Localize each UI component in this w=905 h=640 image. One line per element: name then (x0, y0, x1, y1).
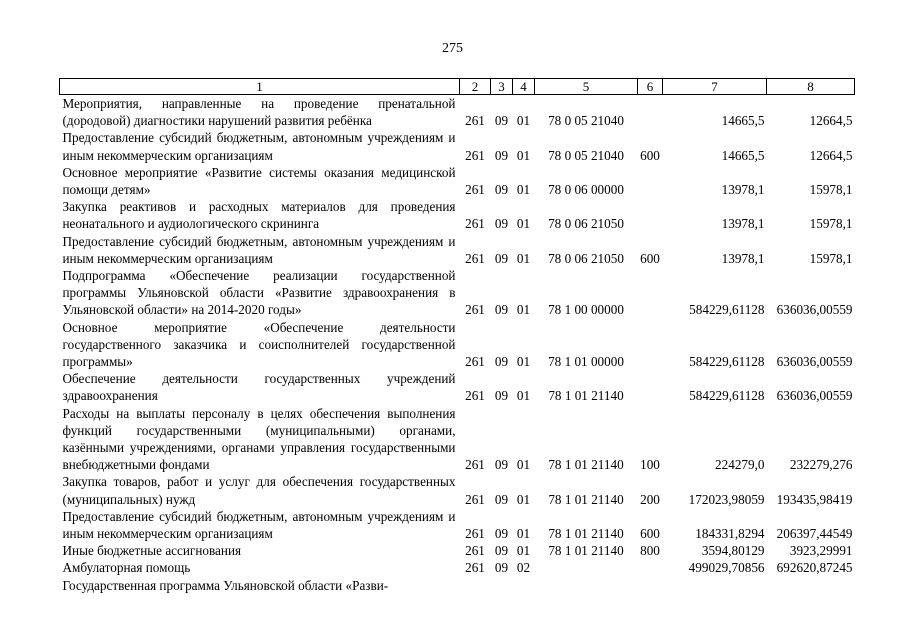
subsection-code: 01 (516, 457, 531, 473)
amount-year-2: 12664,5 (809, 113, 853, 129)
section-code: 09 (494, 113, 509, 129)
section-code: 09 (494, 560, 509, 576)
table-row (60, 508, 855, 542)
table-row (60, 405, 855, 474)
header-col-7: 7 (663, 79, 767, 95)
header-col-1: 1 (60, 79, 460, 95)
amount-year-2: 15978,1 (809, 216, 853, 232)
grbs-code: 261 (465, 250, 485, 266)
section-code: 09 (494, 388, 509, 404)
grbs-code: 261 (465, 216, 485, 232)
grbs-code: 261 (465, 302, 485, 318)
section-code: 09 (494, 354, 509, 370)
amount-year-1: 584229,61128 (689, 354, 765, 370)
row-name: Закупка товаров, работ и услуг для обеспечения государственных (муниципальных) нужд (62, 474, 456, 507)
row-name: Подпрограмма «Обеспечение реализации государственной программы Ульяновской области «Развитие здравоохранения в Ульяновской области» на 2014-2020 годы» (62, 268, 456, 318)
subsection-code: 01 (516, 526, 531, 542)
target-article-code: 78 1 00 00000 (548, 302, 624, 318)
amount-year-1: 584229,61128 (689, 388, 765, 404)
amount-year-1: 224279,0 (715, 457, 765, 473)
expense-type-code (638, 95, 663, 130)
header-col-5: 5 (535, 79, 638, 95)
target-article-code (535, 577, 638, 594)
row-name: Закупка реактивов и расходных материалов для проведения неонатального и аудиологического скрининга (62, 199, 456, 232)
grbs-code: 261 (465, 543, 485, 559)
subsection-code (513, 577, 535, 594)
subsection-code: 01 (516, 113, 531, 129)
amount-year-1: 13978,1 (721, 216, 765, 232)
table-row (60, 95, 855, 130)
expense-type-code: 600 (640, 526, 660, 542)
subsection-code: 01 (516, 182, 531, 198)
subsection-code: 02 (516, 560, 531, 576)
table-row (60, 233, 855, 267)
subsection-code: 01 (516, 354, 531, 370)
subsection-code: 01 (516, 543, 531, 559)
expense-type-code: 800 (640, 543, 660, 559)
target-article-code: 78 1 01 21140 (548, 543, 624, 559)
target-article-code: 78 1 01 21140 (548, 526, 624, 542)
header-col-8: 8 (767, 79, 855, 95)
header-col-3: 3 (491, 79, 513, 95)
header-col-6: 6 (638, 79, 663, 95)
table-body (60, 95, 855, 594)
expense-type-code (638, 559, 663, 576)
expense-type-code: 200 (640, 491, 660, 507)
page-number: 275 (442, 41, 463, 56)
expense-type-code (638, 267, 663, 319)
amount-year-2: 232279,276 (789, 457, 853, 473)
amount-year-2: 3923,29991 (789, 543, 853, 559)
subsection-code: 01 (516, 388, 531, 404)
expense-type-code: 600 (640, 250, 660, 266)
grbs-code: 261 (465, 182, 485, 198)
amount-year-2 (767, 577, 855, 594)
amount-year-2: 692620,87245 (776, 560, 853, 576)
grbs-code: 261 (465, 388, 485, 404)
expense-type-code (638, 164, 663, 198)
table-row (60, 473, 855, 507)
row-name: Амбулаторная помощь (62, 560, 191, 576)
target-article-code: 78 1 01 21140 (548, 491, 624, 507)
expense-type-code (638, 577, 663, 594)
row-name: Иные бюджетные ассигнования (62, 543, 242, 559)
grbs-code: 261 (465, 526, 485, 542)
table-row (60, 542, 855, 559)
section-code: 09 (494, 182, 509, 198)
row-name: Основное мероприятие «Обеспечение деятельности государственного заказчика и соисполнителей государственной программы» (62, 319, 456, 370)
header-col-4: 4 (513, 79, 535, 95)
grbs-code: 261 (465, 560, 485, 576)
grbs-code: 261 (465, 147, 485, 163)
table-row (60, 559, 855, 576)
amount-year-1: 14665,5 (721, 147, 765, 163)
amount-year-1: 13978,1 (721, 182, 765, 198)
amount-year-1: 13978,1 (721, 250, 765, 266)
amount-year-1: 184331,8294 (695, 526, 765, 542)
header-row (60, 79, 855, 95)
target-article-code: 78 1 01 21140 (548, 457, 624, 473)
amount-year-1: 584229,61128 (689, 302, 765, 318)
amount-year-2: 636036,00559 (776, 354, 853, 370)
expense-type-code: 600 (640, 147, 660, 163)
grbs-code: 261 (465, 113, 485, 129)
amount-year-2: 15978,1 (809, 182, 853, 198)
row-name: Предоставление субсидий бюджетным, автономным учреждениям и иным некоммерческим организациям (62, 233, 456, 266)
section-code (491, 577, 513, 594)
amount-year-1: 172023,98059 (688, 491, 765, 507)
section-code: 09 (494, 250, 509, 266)
amount-year-2: 636036,00559 (776, 388, 853, 404)
subsection-code: 01 (516, 216, 531, 232)
section-code: 09 (494, 526, 509, 542)
section-code: 09 (494, 491, 509, 507)
grbs-code: 261 (465, 457, 485, 473)
amount-year-2: 206397,44549 (776, 526, 853, 542)
amount-year-2: 193435,98419 (776, 491, 853, 507)
target-article-code: 78 1 01 00000 (548, 354, 624, 370)
expense-type-code (638, 370, 663, 404)
expense-type-code (638, 319, 663, 371)
table-row (60, 319, 855, 371)
target-article-code: 78 0 06 21050 (548, 216, 624, 232)
amount-year-1: 14665,5 (721, 113, 765, 129)
amount-year-1 (663, 577, 767, 594)
table-row (60, 198, 855, 232)
section-code: 09 (494, 457, 509, 473)
header-col-2: 2 (460, 79, 491, 95)
section-code: 09 (494, 216, 509, 232)
target-article-code: 78 0 05 21040 (548, 147, 624, 163)
expense-type-code (638, 198, 663, 232)
amount-year-1: 3594,80129 (701, 543, 765, 559)
target-article-code: 78 0 06 00000 (548, 182, 624, 198)
grbs-code (460, 577, 491, 594)
row-name: Основное мероприятие «Развитие системы оказания медицинской помощи детям» (62, 164, 456, 198)
subsection-code: 01 (516, 302, 531, 318)
table-header (60, 79, 855, 95)
target-article-code (535, 559, 638, 576)
section-code: 09 (494, 543, 509, 559)
subsection-code: 01 (516, 491, 531, 507)
row-name: Мероприятия, направленные на проведение пренатальной (дородовой) диагностики нарушений развития ребёнка (62, 96, 456, 129)
table-row (60, 129, 855, 163)
row-name: Обеспечение деятельности государственных учреждений здравоохранения (62, 371, 456, 404)
row-name: Предоставление субсидий бюджетным, автономным учреждениям и иным некоммерческим организациям (62, 508, 456, 542)
amount-year-2: 636036,00559 (776, 302, 853, 318)
section-code: 09 (494, 302, 509, 318)
amount-year-1: 499029,70856 (688, 560, 765, 576)
amount-year-2: 12664,5 (809, 147, 853, 163)
subsection-code: 01 (516, 250, 531, 266)
row-name: Предоставление субсидий бюджетным, автономным учреждениям и иным некоммерческим организациям (62, 130, 456, 163)
subsection-code: 01 (516, 147, 531, 163)
target-article-code: 78 0 05 21040 (548, 113, 624, 129)
target-article-code: 78 1 01 21140 (548, 388, 624, 404)
budget-table (59, 78, 855, 594)
amount-year-2: 15978,1 (809, 250, 853, 266)
table-row (60, 267, 855, 319)
table-row (60, 164, 855, 198)
expense-type-code: 100 (640, 457, 660, 473)
row-name: Расходы на выплаты персоналу в целях обеспечения выполнения функций государственными (муниципальными) органами, казёнными учреждениями, органами управления государственными внебюджетными фондами (62, 405, 456, 473)
table-row (60, 577, 855, 594)
row-name: Государственная программа Ульяновской области «Разви- (62, 577, 389, 593)
section-code: 09 (494, 147, 509, 163)
grbs-code: 261 (465, 354, 485, 370)
grbs-code: 261 (465, 491, 485, 507)
target-article-code: 78 0 06 21050 (548, 250, 624, 266)
table-row (60, 370, 855, 404)
